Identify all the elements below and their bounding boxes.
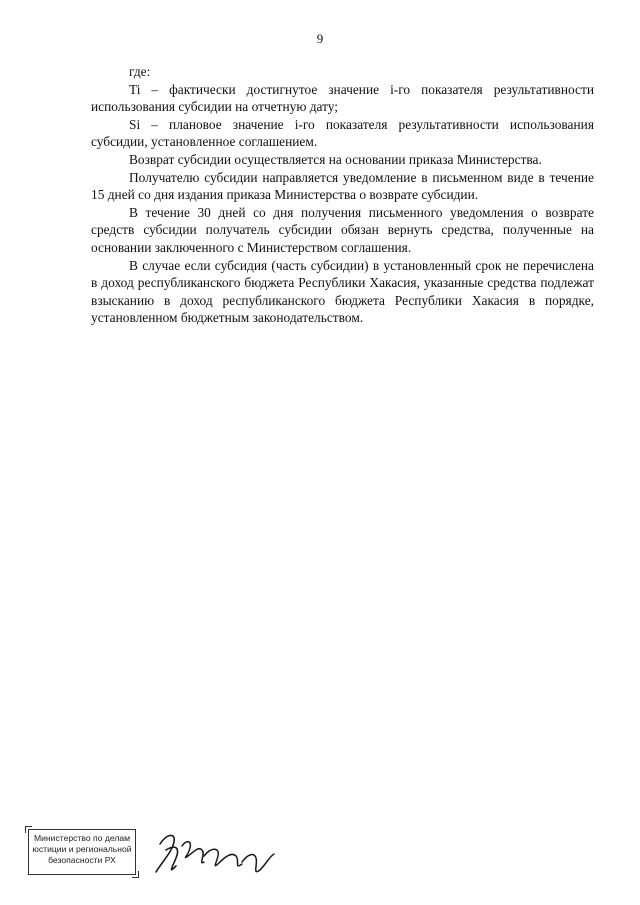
paragraph: Возврат субсидии осуществляется на основании приказа Министерства. [129,151,542,167]
paragraph: Si – плановое значение i-го показателя результативности использования субсидии, установленное соглашением. [91,116,594,150]
signature-icon [146,826,280,882]
stamp-line: Министерство по делам [33,833,131,843]
paragraph: Ti – фактически достигнутое значение i-го показателя результативности использования субсидии на отчетную дату; [91,81,594,115]
stamp-line: безопасности РХ [48,855,116,865]
paragraph: В случае если субсидия (часть субсидии) в установленный срок не перечислена в доход республиканского бюджета Республики Хакасия, указанные средства подлежат взысканию в доход республиканского бюджета Республики Хакасия в порядке, установленном бюджетным законодательством. [91,257,594,326]
paragraph: В течение 30 дней со дня получения письменного уведомления о возврате средств субсидии получатель субсидии обязан вернуть средства, полученные на основании заключенного с Министерством соглашения. [91,204,594,255]
stamp-corner [132,871,139,878]
page-number: 9 [316,31,324,46]
ministry-stamp [28,829,136,875]
paragraph: где: [129,64,151,79]
document-body [91,63,594,327]
stamp-line: юстиции и региональной [32,844,132,854]
paragraph: Получателю субсидии направляется уведомление в письменном виде в течение 15 дней со дня издания приказа Министерства о возврате субсидии. [91,169,594,203]
stamp-corner [25,826,32,833]
